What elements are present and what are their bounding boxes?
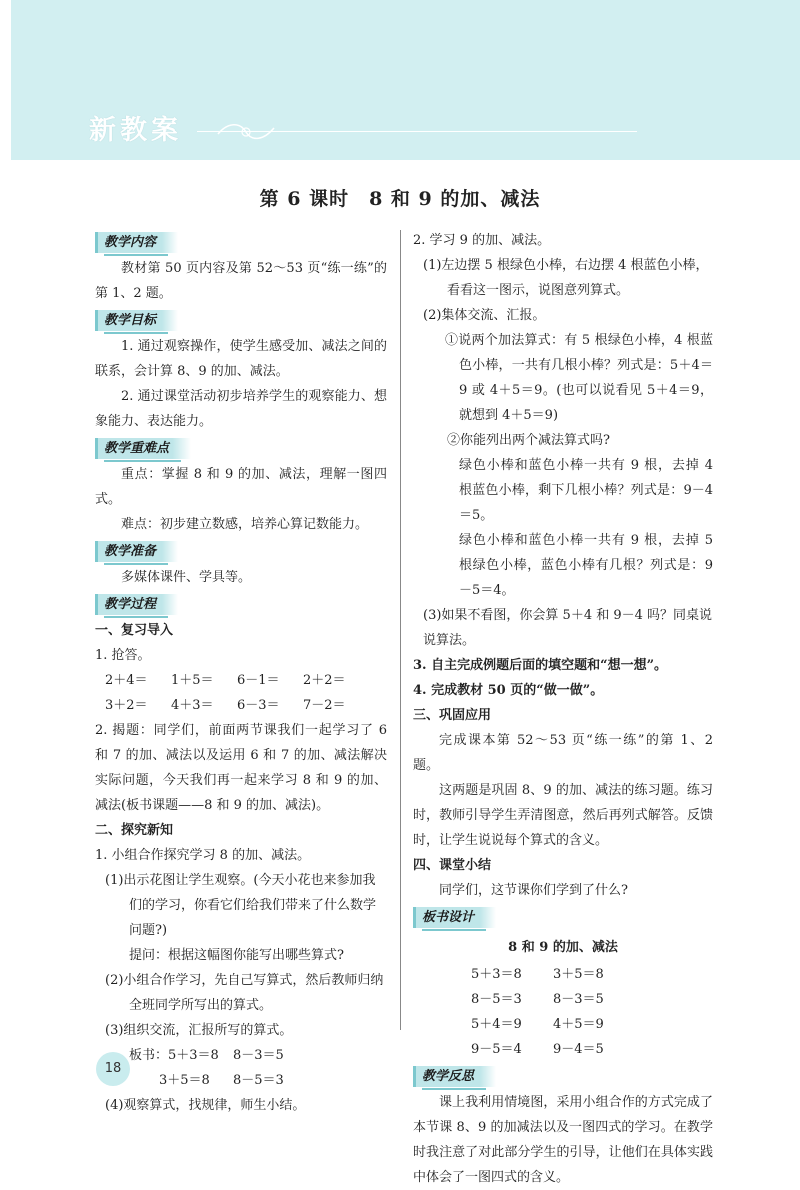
- equation: 板书：5＋3＝8: [129, 1048, 219, 1063]
- page-number: 18: [96, 1052, 130, 1086]
- list-item: 3. 自主完成例题后面的填空题和“想一想”。: [413, 658, 668, 673]
- section-heading-process: 教学过程: [95, 594, 178, 615]
- equation: 8－3＝5: [553, 992, 604, 1007]
- list-item: (4)观察算式，找规律，师生小结。: [105, 1098, 306, 1113]
- equation: 6－3＝: [237, 698, 280, 713]
- column-divider: [400, 230, 401, 1030]
- paragraph: 重点：掌握 8 和 9 的加、减法，理解一图四式。: [95, 467, 387, 507]
- subheading: 二、探究新知: [95, 823, 174, 838]
- list-item: (2)小组合作学习，先自己写算式，然后教师归纳全班同学所写出的算式。: [105, 973, 384, 1013]
- equation-row: [95, 668, 387, 693]
- pen-swirl-icon: [216, 120, 276, 142]
- board-equation-row: [413, 1012, 713, 1037]
- section-heading-reflection: 教学反思: [413, 1066, 496, 1087]
- list-item: ①说两个加法算式：有 5 根绿色小棒，4 根蓝色小棒，一共有几根小棒？列式是：5＋4＝9 或 4＋5＝9。(也可以说看见 5＋4＝9，就想到 4＋5＝9): [445, 333, 713, 423]
- equation: 3＋5＝8: [159, 1073, 210, 1088]
- paragraph: 完成课本第 52～53 页“练一练”的第 1、2 题。: [413, 733, 713, 773]
- page-title: 第 6 课时 8 和 9 的加、减法: [259, 188, 541, 210]
- list-item: 4. 完成教材 50 页的“做一做”。: [413, 683, 604, 698]
- paragraph: 多媒体课件、学具等。: [121, 570, 252, 585]
- list-item: 绿色小棒和蓝色小棒一共有 9 根，去掉 4 根蓝色小棒，剩下几根小棒？列式是：9－4＝5。: [459, 458, 713, 523]
- list-item: 2. 揭题：同学们，前面两节课我们一起学习了 6 和 7 的加、减法以及运用 6 和 7 的加、减法解决实际问题，今天我们再一起来学习 8 和 9 的加、减法(板书课题——8 和 9 的加、减法)。: [95, 723, 387, 813]
- equation: 4＋3＝: [171, 698, 214, 713]
- equation: 8－5＝3: [233, 1073, 284, 1088]
- paragraph: 这两题是巩固 8、9 的加、减法的练习题。练习时，教师引导学生弄清图意，然后再列式解答。反馈时，让学生说说每个算式的含义。: [413, 783, 713, 848]
- equation: 3＋5＝8: [553, 967, 604, 982]
- list-item: 提问：根据这幅图你能写出哪些算式?: [129, 948, 344, 963]
- equation: 9－4＝5: [553, 1042, 604, 1057]
- equation: 4＋5＝9: [553, 1017, 604, 1032]
- list-item: 绿色小棒和蓝色小棒一共有 9 根，去掉 5 根绿色小棒，蓝色小棒有几根？列式是：9－5＝4。: [459, 533, 713, 598]
- list-item: 1. 抢答。: [95, 648, 151, 663]
- section-heading-goals: 教学目标: [95, 310, 178, 331]
- right-column: [413, 228, 713, 1190]
- board-equation-row: [413, 987, 713, 1012]
- board-equation-row: [413, 1037, 713, 1062]
- board-title: 8 和 9 的加、减法: [508, 940, 618, 955]
- section-heading-preparation: 教学准备: [95, 541, 178, 562]
- equation-row: [95, 693, 387, 718]
- board-equation-row: [95, 1043, 387, 1068]
- list-item: (3)如果不看图，你会算 5＋4 和 9－4 吗？同桌说说算法。: [423, 608, 713, 648]
- section-heading-board-design: 板书设计: [413, 907, 496, 928]
- equation: 3＋2＝: [105, 698, 148, 713]
- header-logo: 新教案: [89, 115, 182, 146]
- paragraph: 同学们，这节课你们学到了什么?: [439, 883, 628, 898]
- paragraph: 课上我利用情境图，采用小组合作的方式完成了本节课 8、9 的加减法以及一图四式的学习。在教学时我注意了对此部分学生的引导，让他们在具体实践中体会了一图四式的含义。: [413, 1095, 713, 1185]
- equation: 1＋5＝: [171, 673, 214, 688]
- header-banner: [11, 0, 800, 160]
- section-heading-key-points: 教学重难点: [95, 438, 191, 459]
- list-item: (1)出示花图让学生观察。(今天小花也来参加我们的学习，你看它们给我们带来了什么数学问题?): [105, 873, 377, 938]
- list-item: (2)集体交流、汇报。: [423, 308, 546, 323]
- subheading: 四、课堂小结: [413, 858, 492, 873]
- list-item: (3)组织交流，汇报所写的算式。: [105, 1023, 293, 1038]
- list-item: (1)左边摆 5 根绿色小棒，右边摆 4 根蓝色小棒，看看这一图示，说图意列算式。: [423, 258, 709, 298]
- equation: 8－5＝3: [471, 992, 522, 1007]
- paragraph: 1. 通过观察操作，使学生感受加、减法之间的联系，会计算 8、9 的加、减法。: [95, 339, 387, 379]
- board-equation-row: [95, 1068, 387, 1093]
- board-equation-row: [413, 962, 713, 987]
- section-heading-content: 教学内容: [95, 232, 178, 253]
- equation: 8－3＝5: [233, 1048, 284, 1063]
- equation: 2＋2＝: [303, 673, 346, 688]
- equation: 7－2＝: [303, 698, 346, 713]
- equation: 6－1＝: [237, 673, 280, 688]
- equation: 9－5＝4: [471, 1042, 522, 1057]
- subheading: 三、巩固应用: [413, 708, 492, 723]
- list-item: 1. 小组合作探究学习 8 的加、减法。: [95, 848, 311, 863]
- equation: 2＋4＝: [105, 673, 148, 688]
- equation: 5＋4＝9: [471, 1017, 522, 1032]
- list-item: ②你能列出两个减法算式吗?: [447, 433, 610, 448]
- left-column: [95, 228, 387, 1118]
- paragraph: 教材第 50 页内容及第 52～53 页“练一练”的第 1、2 题。: [95, 261, 387, 301]
- paragraph: 难点：初步建立数感，培养心算记数能力。: [121, 517, 369, 532]
- subheading: 一、复习导入: [95, 623, 174, 638]
- list-item: 2. 学习 9 的加、减法。: [413, 233, 551, 248]
- paragraph: 2. 通过课堂活动初步培养学生的观察能力、想象能力、表达能力。: [95, 389, 387, 429]
- equation: 5＋3＝8: [471, 967, 522, 982]
